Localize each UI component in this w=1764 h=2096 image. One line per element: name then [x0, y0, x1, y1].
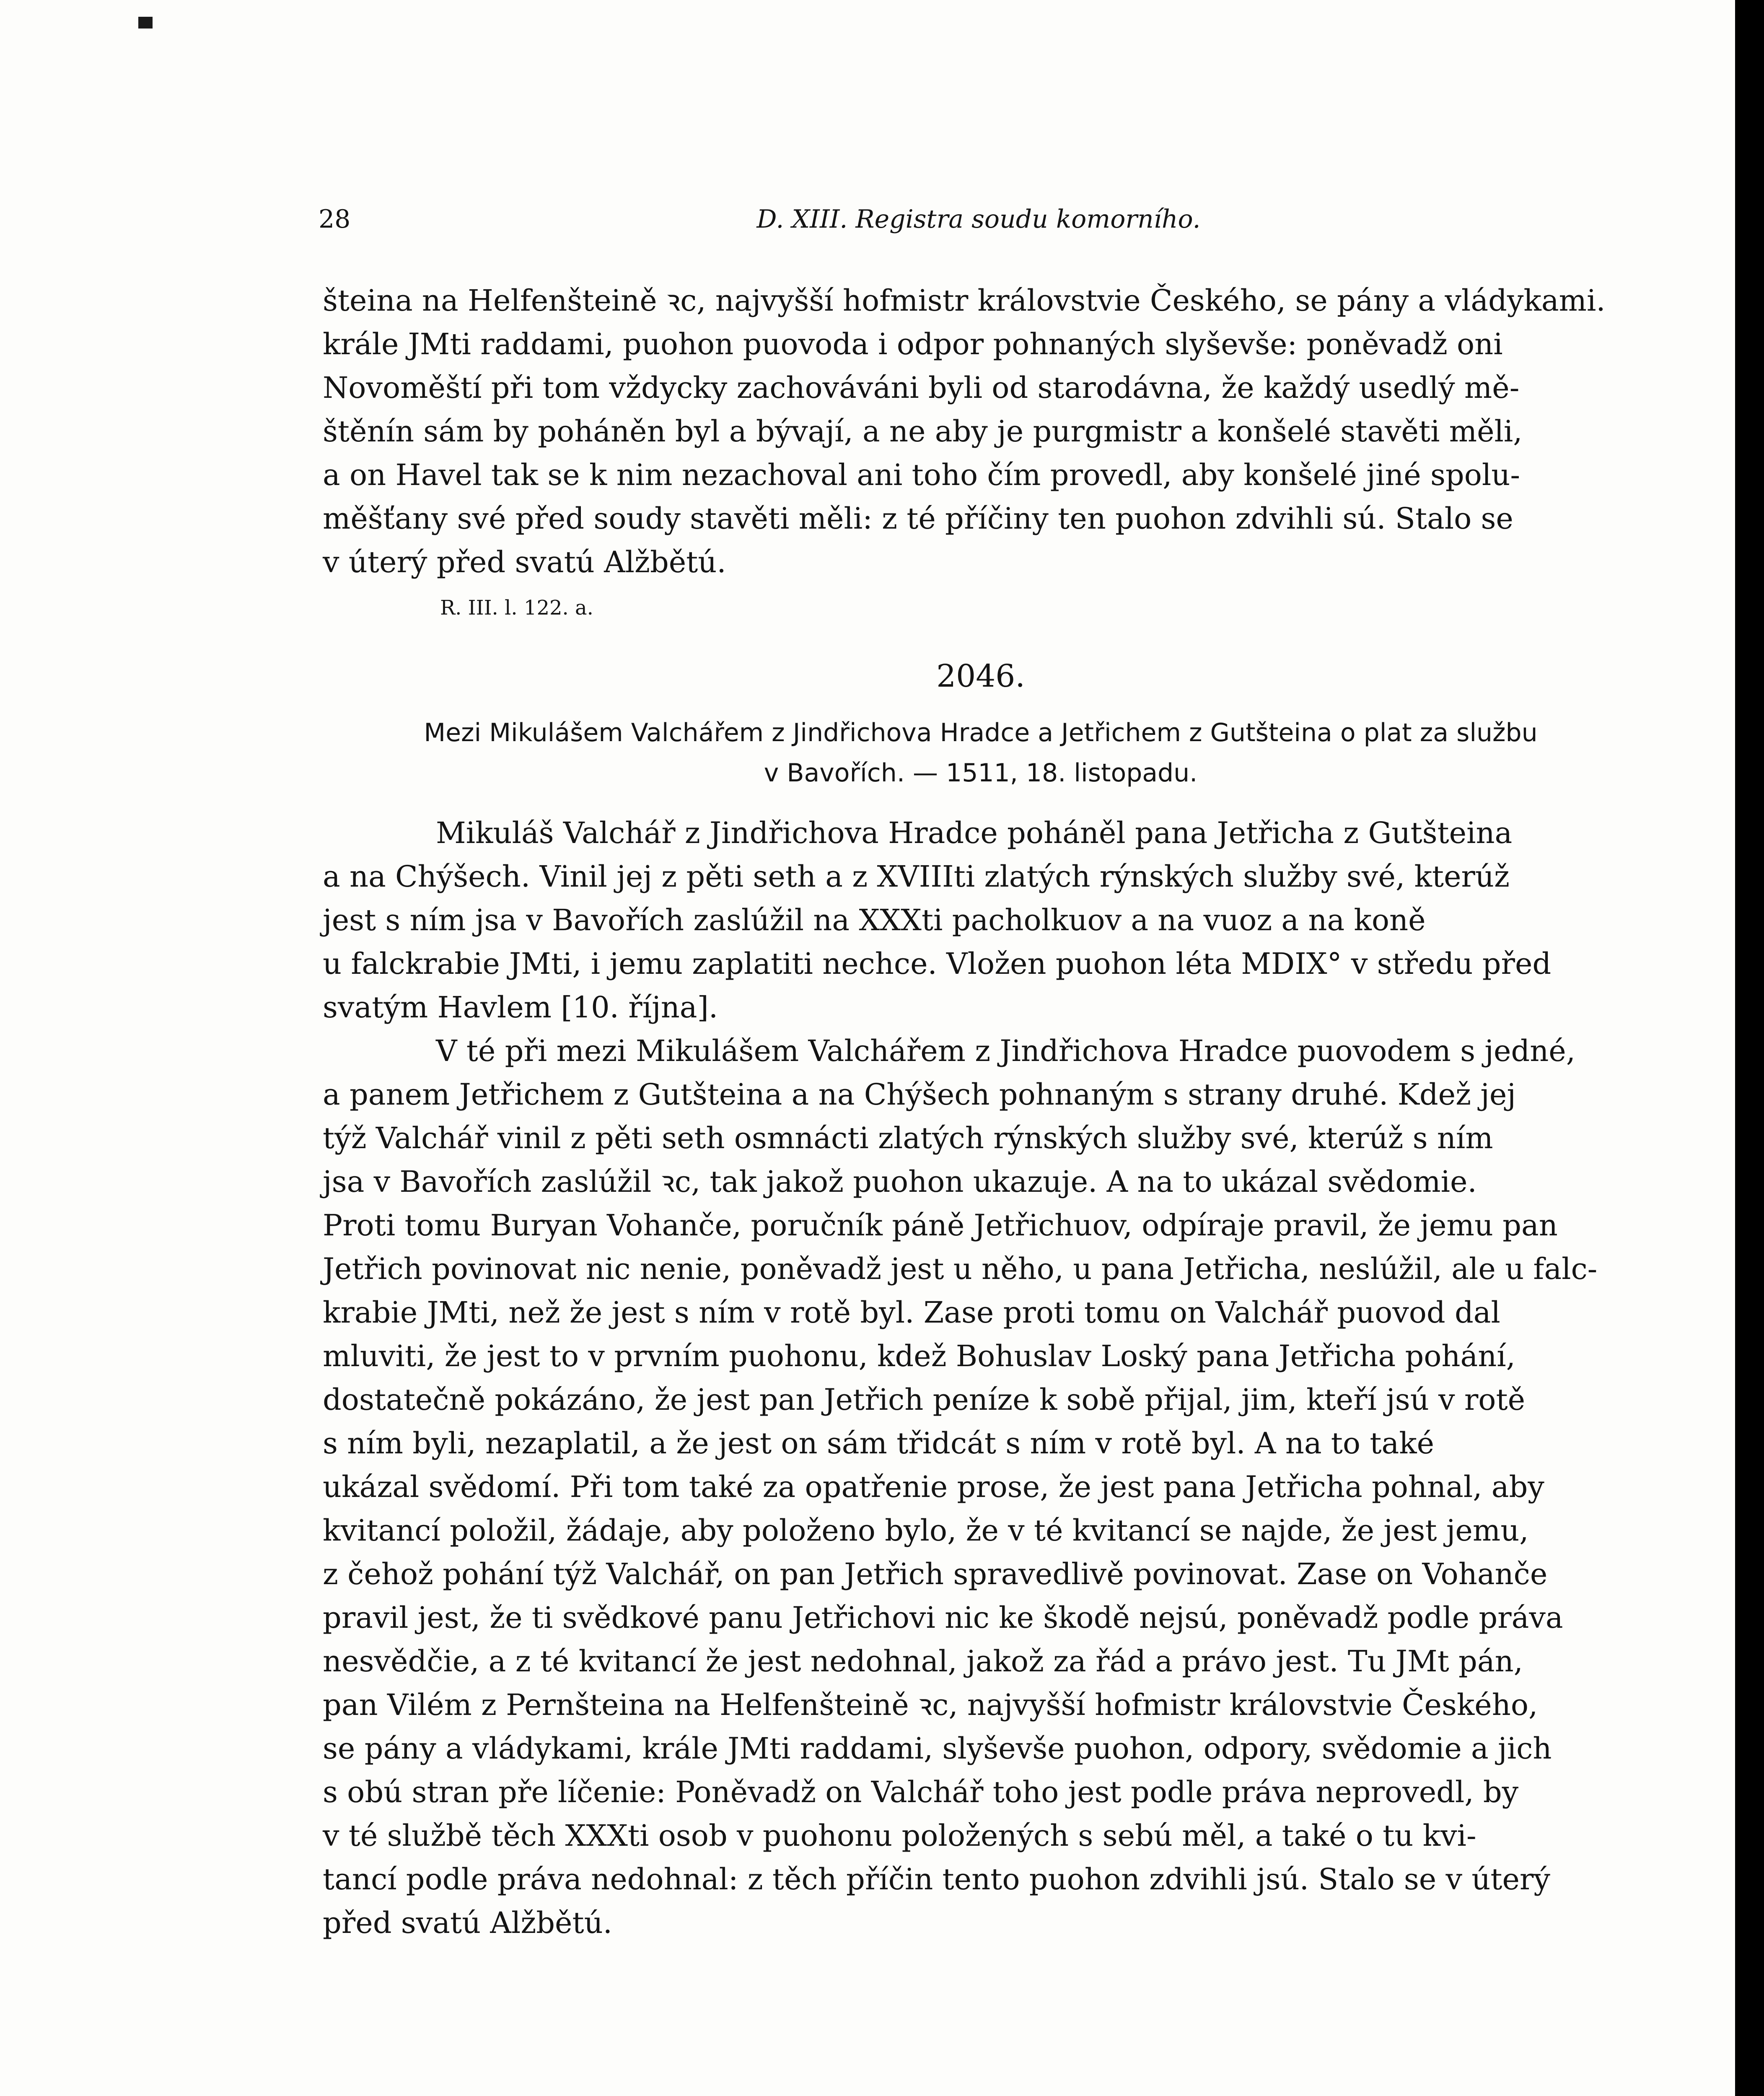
text-line: a on Havel tak se k nim nezachoval ani toho čím provedl, aby konšelé jiné spolu- — [323, 458, 1520, 492]
running-head — [319, 205, 1639, 251]
summary-line: Mezi Mikulášem Valchářem z Jindřichova Hradce a Jetřichem z Gutšteina o plat za službu — [424, 718, 1538, 747]
scan-mark — [138, 17, 153, 29]
text-line: s obú stran pře líčenie: Poněvadž on Valchář toho jest podle práva neprovedl, by — [323, 1775, 1519, 1809]
text-line: dostatečně pokázáno, že jest pan Jetřich peníze k sobě přijal, jim, kteří jsú v rotě — [323, 1383, 1526, 1417]
text-line: týž Valchář vinil z pěti seth osmnácti zlatých rýnských služby své, kterúž s ním — [323, 1121, 1493, 1155]
text-line: se pány a vládykami, krále JMti raddami, slyševše puohon, odpory, svědomie a jich — [323, 1731, 1552, 1766]
text-line: s ním byli, nezaplatil, a že jest on sám třidcát s ním v rotě byl. A na to také — [323, 1426, 1435, 1460]
text-line: Proti tomu Buryan Vohanče, poručník páně Jetřichuov, odpíraje pravil, že jemu pan — [323, 1208, 1558, 1243]
text-line: svatým Havlem [10. října]. — [323, 990, 718, 1025]
running-title: D. XIII. Registra soudu komorního. — [756, 205, 1201, 234]
scan-border — [1735, 0, 1764, 2096]
text-line: a panem Jetřichem z Gutšteina a na Chýšech pohnaným s strany druhé. Kdež jej — [323, 1077, 1516, 1112]
text-line: před svatú Alžbětú. — [323, 1906, 612, 1940]
page-number: 28 — [319, 205, 351, 234]
entry-summary — [323, 713, 1639, 793]
text-line: mluviti, že jest to v prvním puohonu, kdež Bohuslav Loský pana Jetřicha pohání, — [323, 1339, 1515, 1373]
source-reference: R. III. l. 122. a. — [440, 596, 593, 620]
text-line: Jetřich povinovat nic nenie, poněvadž jest u něho, u pana Jetřicha, neslúžil, ale u falc- — [323, 1252, 1598, 1286]
text-line: krále JMti raddami, puohon puovoda i odpor pohnaných slyševše: poněvadž oni — [323, 327, 1503, 361]
text-line: štěnín sám by poháněn byl a bývají, a ne aby je purgmistr a konšelé stavěti měli, — [323, 414, 1523, 449]
text-line: pravil jest, že ti svědkové panu Jetřichovi nic ke škodě nejsú, poněvadž podle práva — [323, 1601, 1563, 1635]
text-line: z čehož pohání týž Valchář, on pan Jetřich spravedlivě povinovat. Zase on Vohanče — [323, 1557, 1548, 1591]
text-line: u falckrabie JMti, i jemu zaplatiti nechce. Vložen puohon léta MDIX° v středu před — [323, 947, 1552, 981]
text-line: V té při mezi Mikulášem Valchářem z Jindřichova Hradce puovodem s jedné, — [436, 1034, 1575, 1068]
text-line: krabie JMti, než že jest s ním v rotě byl. Zase proti tomu on Valchář puovod dal — [323, 1295, 1500, 1330]
text-line: měšťany své před soudy stavěti měli: z té příčiny ten puohon zdvihli sú. Stalo se — [323, 501, 1513, 536]
text-line: pan Vilém z Pernšteina na Helfenšteině ꝛc, najvyšší hofmistr královstvie Českého, — [323, 1688, 1538, 1722]
paragraph-1 — [323, 811, 1639, 1029]
text-line: ukázal svědomí. Při tom také za opatřenie prose, že jest pana Jetřicha pohnal, aby — [323, 1470, 1544, 1504]
paragraph-2 — [323, 1029, 1639, 1945]
text-line: šteina na Helfenšteině ꝛc, najvyšší hofmistr královstvie Českého, se pány a vládykami. — [323, 283, 1606, 318]
text-line: Mikuláš Valchář z Jindřichova Hradce poháněl pana Jetřicha z Gutšteina — [436, 816, 1513, 850]
entry-number: 2046. — [936, 658, 1025, 694]
text-line: jsa v Bavořích zaslúžil ꝛc, tak jakož puohon ukazuje. A na to ukázal svědomie. — [323, 1165, 1477, 1199]
text-line: tancí podle práva nedohnal: z těch příčin tento puohon zdvihli jsú. Stalo se v úterý — [323, 1862, 1550, 1896]
continuation-paragraph — [323, 279, 1639, 584]
text-line: Novoměští při tom vždycky zachováváni byli od starodávna, že každý usedlý mě- — [323, 371, 1520, 405]
text-line: nesvědčie, a z té kvitancí že jest nedohnal, jakož za řád a právo jest. Tu JMt pán, — [323, 1644, 1523, 1678]
text-line: v té službě těch XXXti osob v puohonu položených s sebú měl, a také o tu kvi- — [323, 1818, 1476, 1853]
text-line: jest s ním jsa v Bavořích zaslúžil na XXXti pacholkuov a na vuoz a na koně — [323, 903, 1426, 937]
text-line: kvitancí položil, žádaje, aby položeno bylo, že v té kvitancí se najde, že jest jemu, — [323, 1513, 1529, 1548]
text-line: v úterý před svatú Alžbětú. — [323, 545, 726, 579]
summary-line: v Bavořích. — 1511, 18. listopadu. — [764, 758, 1198, 788]
text-line: a na Chýšech. Vinil jej z pěti seth a z XVIIIti zlatých rýnských služby své, kterúž — [323, 859, 1510, 894]
